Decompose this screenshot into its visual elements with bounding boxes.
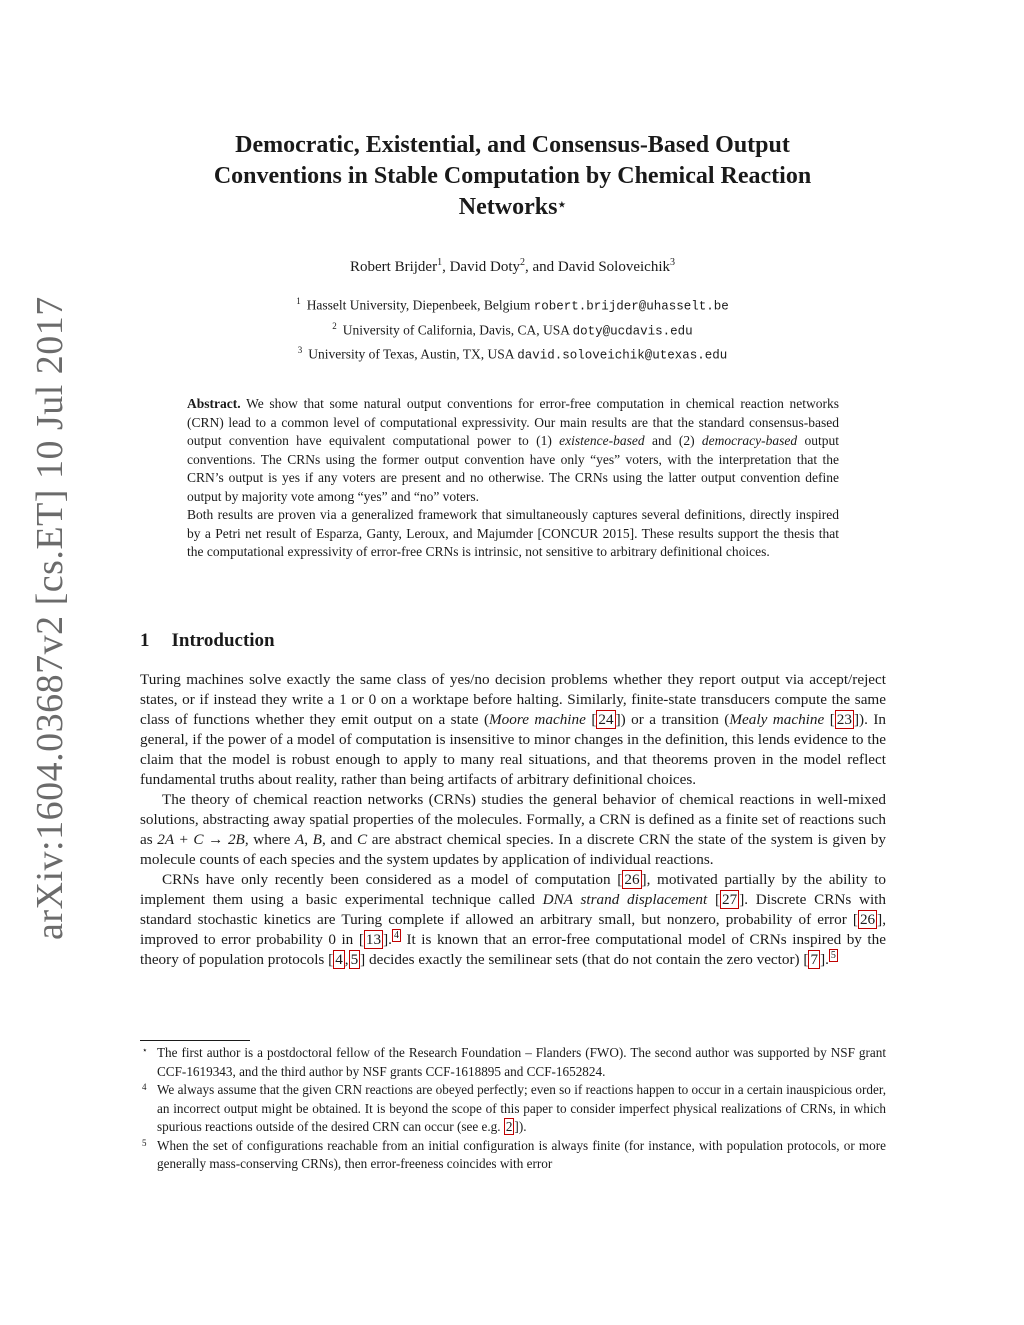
body-paragraph: CRNs have only recently been considered as a model of computation [ 26 ], motivated partially by the ability to implement them using a basic experimental technique called DNA strand displacement [ 27 ]. Discrete CRNs with standard stochastic kinetics are Turing complete if allowed an arbitrary small, but nonzero, probability of error [ 26 ], improved to error probability 0 in [ 13 ]. $^4$ It is known that an error-free computational model of CRNs inspired by the theory of population protocols [ 4 , 5 ] decides exactly the semilinear sets (that do not contain the zero vector) [ 7 ]. $^5$ <box>140 871 887 968</box>
footnote-link[interactable]: 5 <box>830 949 836 961</box>
author-name: David Soloveichik <box>557 259 670 275</box>
affiliations <box>140 292 885 366</box>
arxiv-identifier: arXiv:1604.03687v2 [cs.ET] 10 Jul 2017 <box>29 296 71 940</box>
abstract-label: Abstract. <box>187 396 241 411</box>
citation-link[interactable]: 13 <box>365 931 382 948</box>
citation-link[interactable]: 23 <box>836 711 852 728</box>
citation-link[interactable]: 5 <box>350 951 359 968</box>
body-paragraph: The theory of chemical reaction networks (CRNs) studies the general behavior of chemical reactions in well-mixed solutions, abstracting away spatial properties of the molecules. Formally, a CRN is defined as a finite set of reactions such as 2A + C → 2B, where A, B, and C are abstract chemical species. In a discrete CRN the state of the system is given by molecule counts of each species and the system updates by application of individual reactions. <box>140 791 886 868</box>
footnote: ⋆ The first author is a postdoctoral fellow of the Research Foundation – Flanders (FWO). The second author was supported by NSF grant CCF-1619343, and the third author by NSF grants CCF-1618895 and CCF-1652824. <box>142 1045 886 1079</box>
author-name: David Doty <box>449 259 520 275</box>
title-line-2: Conventions in Stable Computation by Chemical Reaction <box>213 163 812 189</box>
citation-link[interactable]: 7 <box>810 951 819 968</box>
citation-link[interactable]: 24 <box>598 711 614 728</box>
title-line-3: Networks⋆ <box>458 194 567 220</box>
abstract <box>187 395 839 562</box>
citation-link[interactable]: 27 <box>722 891 738 908</box>
footnote-link[interactable]: 4 <box>393 929 399 941</box>
intro-body <box>140 670 886 970</box>
abstract-paragraph: Both results are proven via a generalized framework that simultaneously captures several definitions, directly inspired by a Petri net result of Esparza, Ganty, Leroux, and Majumder [CONCUR 2015]. These results support the thesis that the computational expressivity of error-free CRNs is intrinsic, not sensitive to arbitrary definitional choices. <box>187 507 839 559</box>
paper-title <box>140 130 885 223</box>
email-link[interactable]: david.soloveichik@utexas.edu <box>517 348 728 363</box>
email-link[interactable]: doty@ucdavis.edu <box>572 324 693 338</box>
footnote: 5 When the set of configurations reachable from an initial configuration is always finite (for instance, with population protocols, or more generally mass-conserving CRNs), then error-freeness coincides with error <box>142 1137 886 1171</box>
footnotes <box>140 1044 886 1174</box>
email-link[interactable]: robert.brijder@uhasselt.be <box>533 299 729 314</box>
section-heading: 1 Introduction <box>140 630 275 651</box>
affiliation: $^1$ Hasselt University, Diepenbeek, Belgium robert.brijder@uhasselt.be <box>296 296 729 314</box>
abstract-paragraph: Abstract. We show that some natural output conventions for error-free computation in chemical reaction networks (CRN) lead to a common level of computational expressivity. Our main results are that the standard consensus-based output convention have equivalent computational power to (1) existence-based and (2) democracy-based output conventions. The CRNs using the former output convention have only “yes” voters, with the interpretation that the CRN’s output is yes if any voters are present and no otherwise. The CRNs using the latter output convention define output by majority vote among “yes” and “no” voters. <box>187 396 839 504</box>
title-line-1: Democratic, Existential, and Consensus-Based Output <box>235 132 790 158</box>
footnote-divider <box>140 1040 250 1041</box>
title-footnote-marker: ⋆ <box>557 198 567 213</box>
citation-link[interactable]: 26 <box>859 911 876 928</box>
affiliation: $^3$ University of Texas, Austin, TX, USA david.soloveichik@utexas.edu <box>297 345 728 363</box>
citation-link[interactable]: 26 <box>624 871 640 888</box>
affiliation: $^2$ University of California, Davis, CA, USA doty@ucdavis.edu <box>332 320 693 338</box>
citation-link[interactable]: 4 <box>335 951 343 968</box>
body-paragraph: Turing machines solve exactly the same class of yes/no decision problems whether they report output via accept/reject states, or if instead they write a 1 or 0 on a worktape before halting. Similarly, finite-state transducers compute the same class of functions whether they emit output on a state (Moore machine [ 24 ]) or a transition (Mealy machine [ 23 ]). In general, if the power of a model of computation is insensitive to minor changes in the definition, this lends evidence to the claim that the model is robust enough to apply to many real situations, and that theorems proven in the model reflect fundamental truths about reality, rather than being artifacts of arbitrary definitional choices. <box>140 671 886 788</box>
author-name: Robert Brijder <box>350 259 438 275</box>
author-list: Robert Brijder$^1$, David Doty$^2$, and David Soloveichik$^3$ <box>350 257 675 275</box>
citation-link[interactable]: 2 <box>505 1119 513 1134</box>
reaction-formula: 2A + C → 2B <box>157 831 245 848</box>
footnote: 4 We always assume that the given CRN reactions are obeyed perfectly; even so if reactions happen to occur in a certain inauspicious order, an incorrect output might be obtained. It is beyond the scope of this paper to consider imperfect physical realizations of CRNs, in which spurious reactions outside of the desired CRN can occur (see e.g. 2 ]). <box>142 1082 886 1134</box>
